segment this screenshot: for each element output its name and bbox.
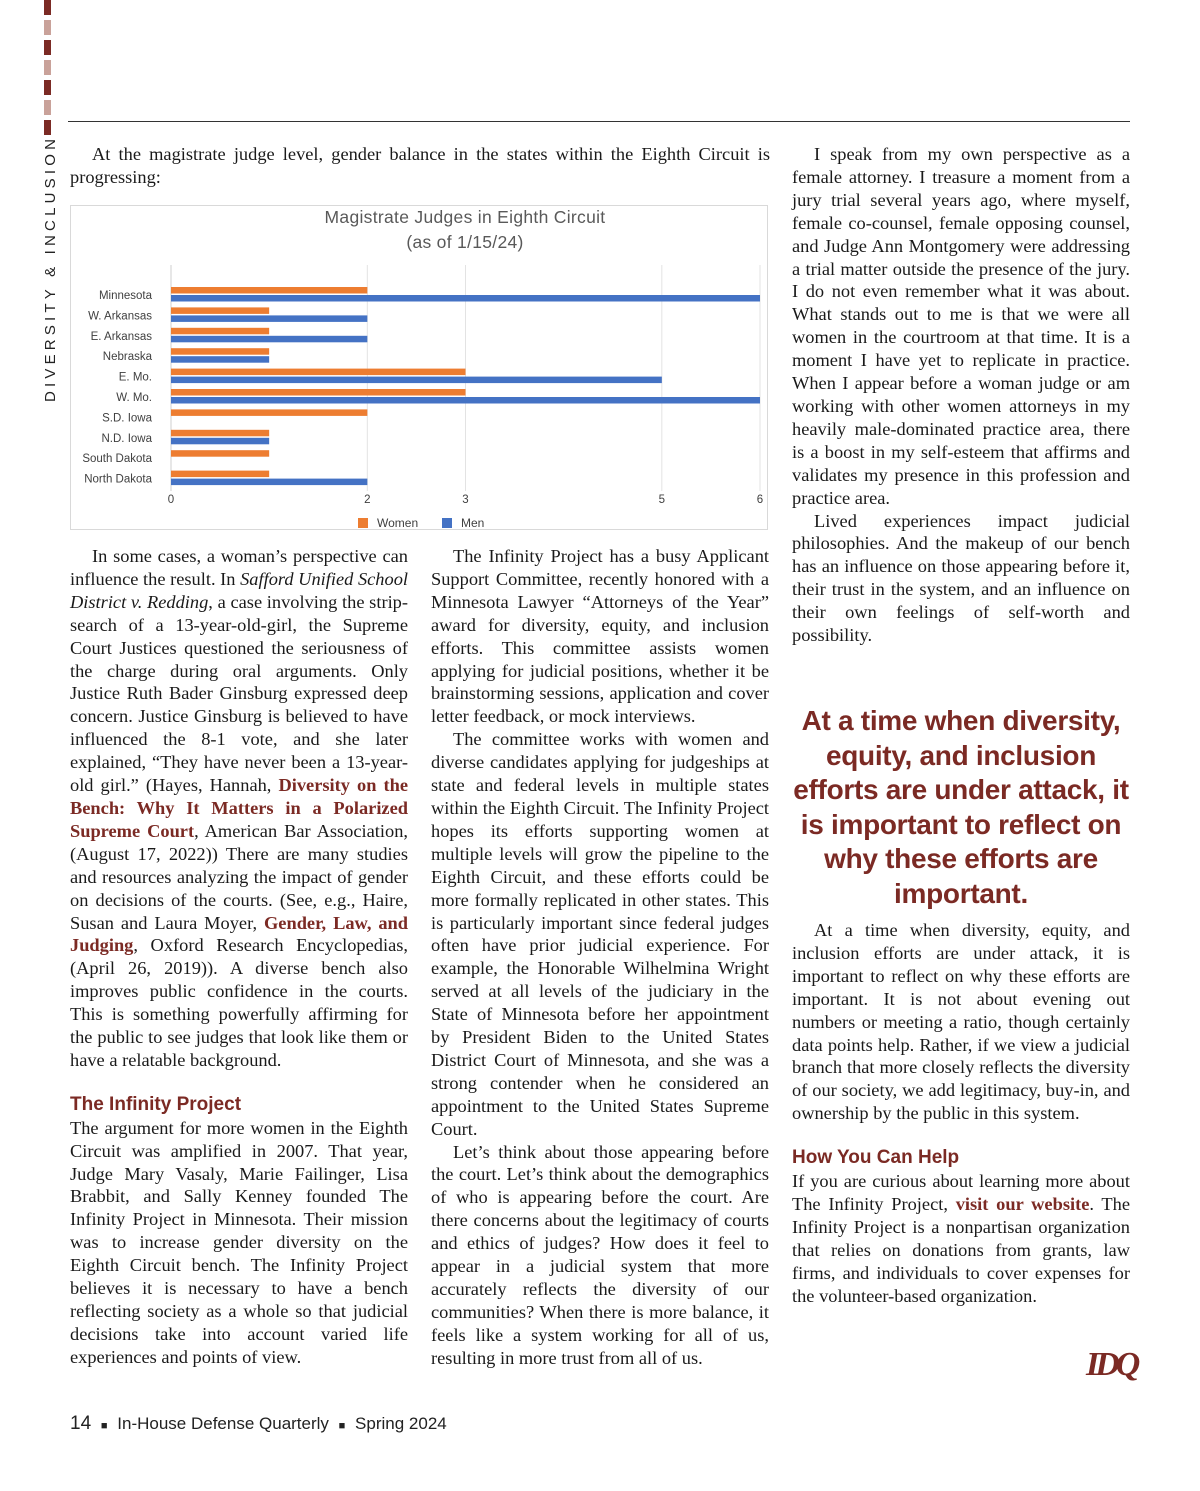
x-tick-label: 0	[167, 494, 175, 506]
legend-swatch-men	[442, 518, 452, 528]
x-tick-label: 6	[756, 494, 764, 506]
visit-website-link[interactable]: visit our website	[955, 1193, 1090, 1214]
column-3	[792, 143, 1130, 647]
category-label: N.D. Iowa	[101, 432, 152, 445]
idq-logo: IDQ	[1086, 1346, 1137, 1383]
bar-men-w-arkansas	[171, 315, 367, 322]
category-label: W. Mo.	[116, 392, 152, 404]
col3-paragraph-3: At a time when diversity, equity, and inclusion efforts are under attack, it is important to reflect on why these efforts are important. It is not about evening out numbers or meeting a ratio, though certainly data points help. Rather, if we view a judicial branch that more closely reflects the diversity of our society, we add legitimacy, buy-in, and ownership by the public in this system.	[792, 920, 1130, 1124]
bar-women-n-d-iowa	[171, 430, 269, 437]
page-number: 14	[70, 1413, 92, 1434]
category-label: E. Arkansas	[90, 330, 152, 343]
intro-text: At the magistrate judge level, gender balance in the states within the Eighth Circuit is progressing:	[70, 144, 770, 187]
legend-swatch-women	[358, 518, 368, 528]
x-tick-label: 2	[364, 494, 371, 506]
bar-women-w-arkansas	[171, 307, 269, 314]
section-label: DIVERSITY & INCLUSION	[42, 134, 59, 402]
bar-men-w-mo-	[171, 397, 760, 404]
bar-men-nebraska	[171, 356, 269, 363]
category-label: North Dakota	[84, 473, 152, 486]
col1-paragraph-2: The argument for more women in the Eighth Circuit was amplified in 2007. That year, Judge Mary Vasaly, Marie Failinger, Lisa Brabbit, and Sally Kenney founded The Infinity Project in Minnesota. Their mission was to increase gender diversity on the Eighth Circuit bench. The Infinity Project believes it is necessary to have a bench reflecting society as a whole so that judicial decisions take into account varied life experiences and points of view.	[70, 1117, 408, 1367]
col2-paragraph-2: The committee works with women and diverse candidates applying for judgeships at state and federal levels in multiple states within the Eighth Circuit. The Infinity Project hopes its efforts supporting women at multiple levels will grow the pipeline to the Eighth Circuit, and these efforts could be more formally replicated in other states. This is particularly important since federal judges often have prior judicial experience. For example, the Honorable Wilhelmina Wright served at all levels of the judiciary in the State of Minnesota before her appointment by President Biden to the United States District Court of Minnesota, and she was a strong contender when he considered an appointment to the United States Supreme Court.	[431, 729, 769, 1139]
chart-subtitle: (as of 1/15/24)	[406, 232, 524, 252]
bar-women-nebraska	[171, 348, 269, 355]
gender-law-judging-link[interactable]: Gender, Law, and Judging	[70, 912, 408, 956]
bar-women-north-dakota	[171, 471, 269, 478]
bar-women-e-mo-	[171, 369, 466, 376]
bar-women-w-mo-	[171, 389, 466, 396]
col2-paragraph-3: Let’s think about those appearing before the court. Let’s think about the demographics of who is appearing before the court. Are there concerns about the legitimacy of courts and ethics of judges? How does it feel to appear in a judicial system that more accurately reflects the diversity of our communities? When there is more balance, it feels like a system working for all of us, resulting in more trust from all of us.	[431, 1141, 769, 1368]
bar-men-n-d-iowa	[171, 438, 269, 445]
col1-paragraph-1: In some cases, a woman’s perspective can influence the result. In Safford Unified School District v. Redding, a case involving the strip-search of a 13-year-old-girl, the Supreme Court Justices questioned the seriousness of the charge during oral arguments. Only Justice Ruth Bader Ginsburg expressed deep concern. Justice Ginsburg is believed to have influenced the 8-1 vote, and she later explained, “They have never been a 13-year-old girl.” (Hayes, Hannah, Diversity on the Bench: Why It Matters in a Polarized Supreme Court, American Bar Association, (August 17, 2022)) There are many studies and resources analyzing the impact of gender on decisions of the courts. (See, e.g., Haire, Susan and Laura Moyer, Gender, Law, and Judging, Oxford Research Encyclopedias, (April 26, 2019)). A diverse bench also improves public confidence in the courts. This is something powerfully affirming for the public to see judges that look like them or have a relatable background.	[70, 546, 409, 1070]
issue-name: Spring 2024	[355, 1414, 447, 1433]
bar-men-minnesota	[171, 295, 760, 302]
page-footer: 14 ■ In-House Defense Quarterly ■ Spring 2024	[70, 1413, 447, 1434]
x-tick-label: 3	[462, 494, 469, 506]
publication-name: In-House Defense Quarterly	[117, 1414, 329, 1433]
infinity-project-heading: The Infinity Project	[70, 1093, 242, 1115]
col3-paragraph-4: If you are curious about learning more about The Infinity Project, visit our website. The Infinity Project is a nonpartisan organization that relies on donations from grants, law firms, and individuals to cover expenses for the volunteer-based organization.	[792, 1171, 1130, 1306]
category-label: S.D. Iowa	[102, 412, 152, 425]
category-label: W. Arkansas	[88, 310, 152, 323]
x-tick-label: 5	[658, 494, 666, 506]
col3-paragraph-2: Lived experiences impact judicial philosophies. And the makeup of our bench has an influence on those appearing before it, their trust in the system, and an influence on their own feelings of self-worth and possibility.	[792, 510, 1130, 646]
pull-quote: At a time when diversity, equity, and inclusion efforts are under attack, it is important to reflect on why these efforts are important.	[793, 705, 1129, 909]
chart-title: Magistrate Judges in Eighth Circuit	[324, 207, 606, 227]
category-label: Minnesota	[98, 290, 152, 302]
column-1	[70, 545, 408, 1369]
category-label: South Dakota	[82, 453, 152, 466]
bar-women-s-d-iowa	[171, 409, 367, 416]
bar-women-minnesota	[171, 287, 367, 294]
col2-paragraph-1: The Infinity Project has a busy Applicant Support Committee, recently honored with a Minnesota Lawyer “Attorneys of the Year” award for diversity, equity, and inclusion efforts. This committee assists women applying for judicial positions, whether it be brainstorming sessions, application and cover letter feedback, or mock interviews.	[431, 546, 769, 727]
legend-label-men: Men	[461, 516, 485, 530]
col3-paragraph-1: I speak from my own perspective as a female attorney. I treasure a moment from a jury trial several years ago, where myself, female co-counsel, female opposing counsel, and Judge Ann Montgomery were addressing a trial matter outside the presence of the jury. I do not even remember what it was about. What stands out to me is that we were all women in the courtroom at that time. It is a moment I have yet to replicate in practice. When I appear before a woman judge or am working with other women attorneys in my heavily male-dominated practice area, there is a boost in my self-esteem that affirms and validates my presence in this profession and practice area.	[792, 144, 1130, 508]
category-label: E. Mo.	[118, 371, 152, 384]
bar-women-e-arkansas	[171, 328, 269, 335]
bar-men-north-dakota	[171, 479, 367, 486]
column-2	[431, 545, 769, 1370]
category-label: Nebraska	[102, 351, 152, 364]
bar-men-e-arkansas	[171, 336, 367, 343]
diversity-on-bench-link[interactable]: Diversity on the Bench: Why It Matters in a Polarized Supreme Court	[70, 775, 408, 841]
bar-men-e-mo-	[171, 377, 662, 384]
legend-label-women: Women	[377, 516, 419, 530]
column-3-lower	[792, 919, 1130, 1308]
bar-women-south-dakota	[171, 450, 269, 457]
how-you-can-help-heading: How You Can Help	[792, 1147, 960, 1169]
